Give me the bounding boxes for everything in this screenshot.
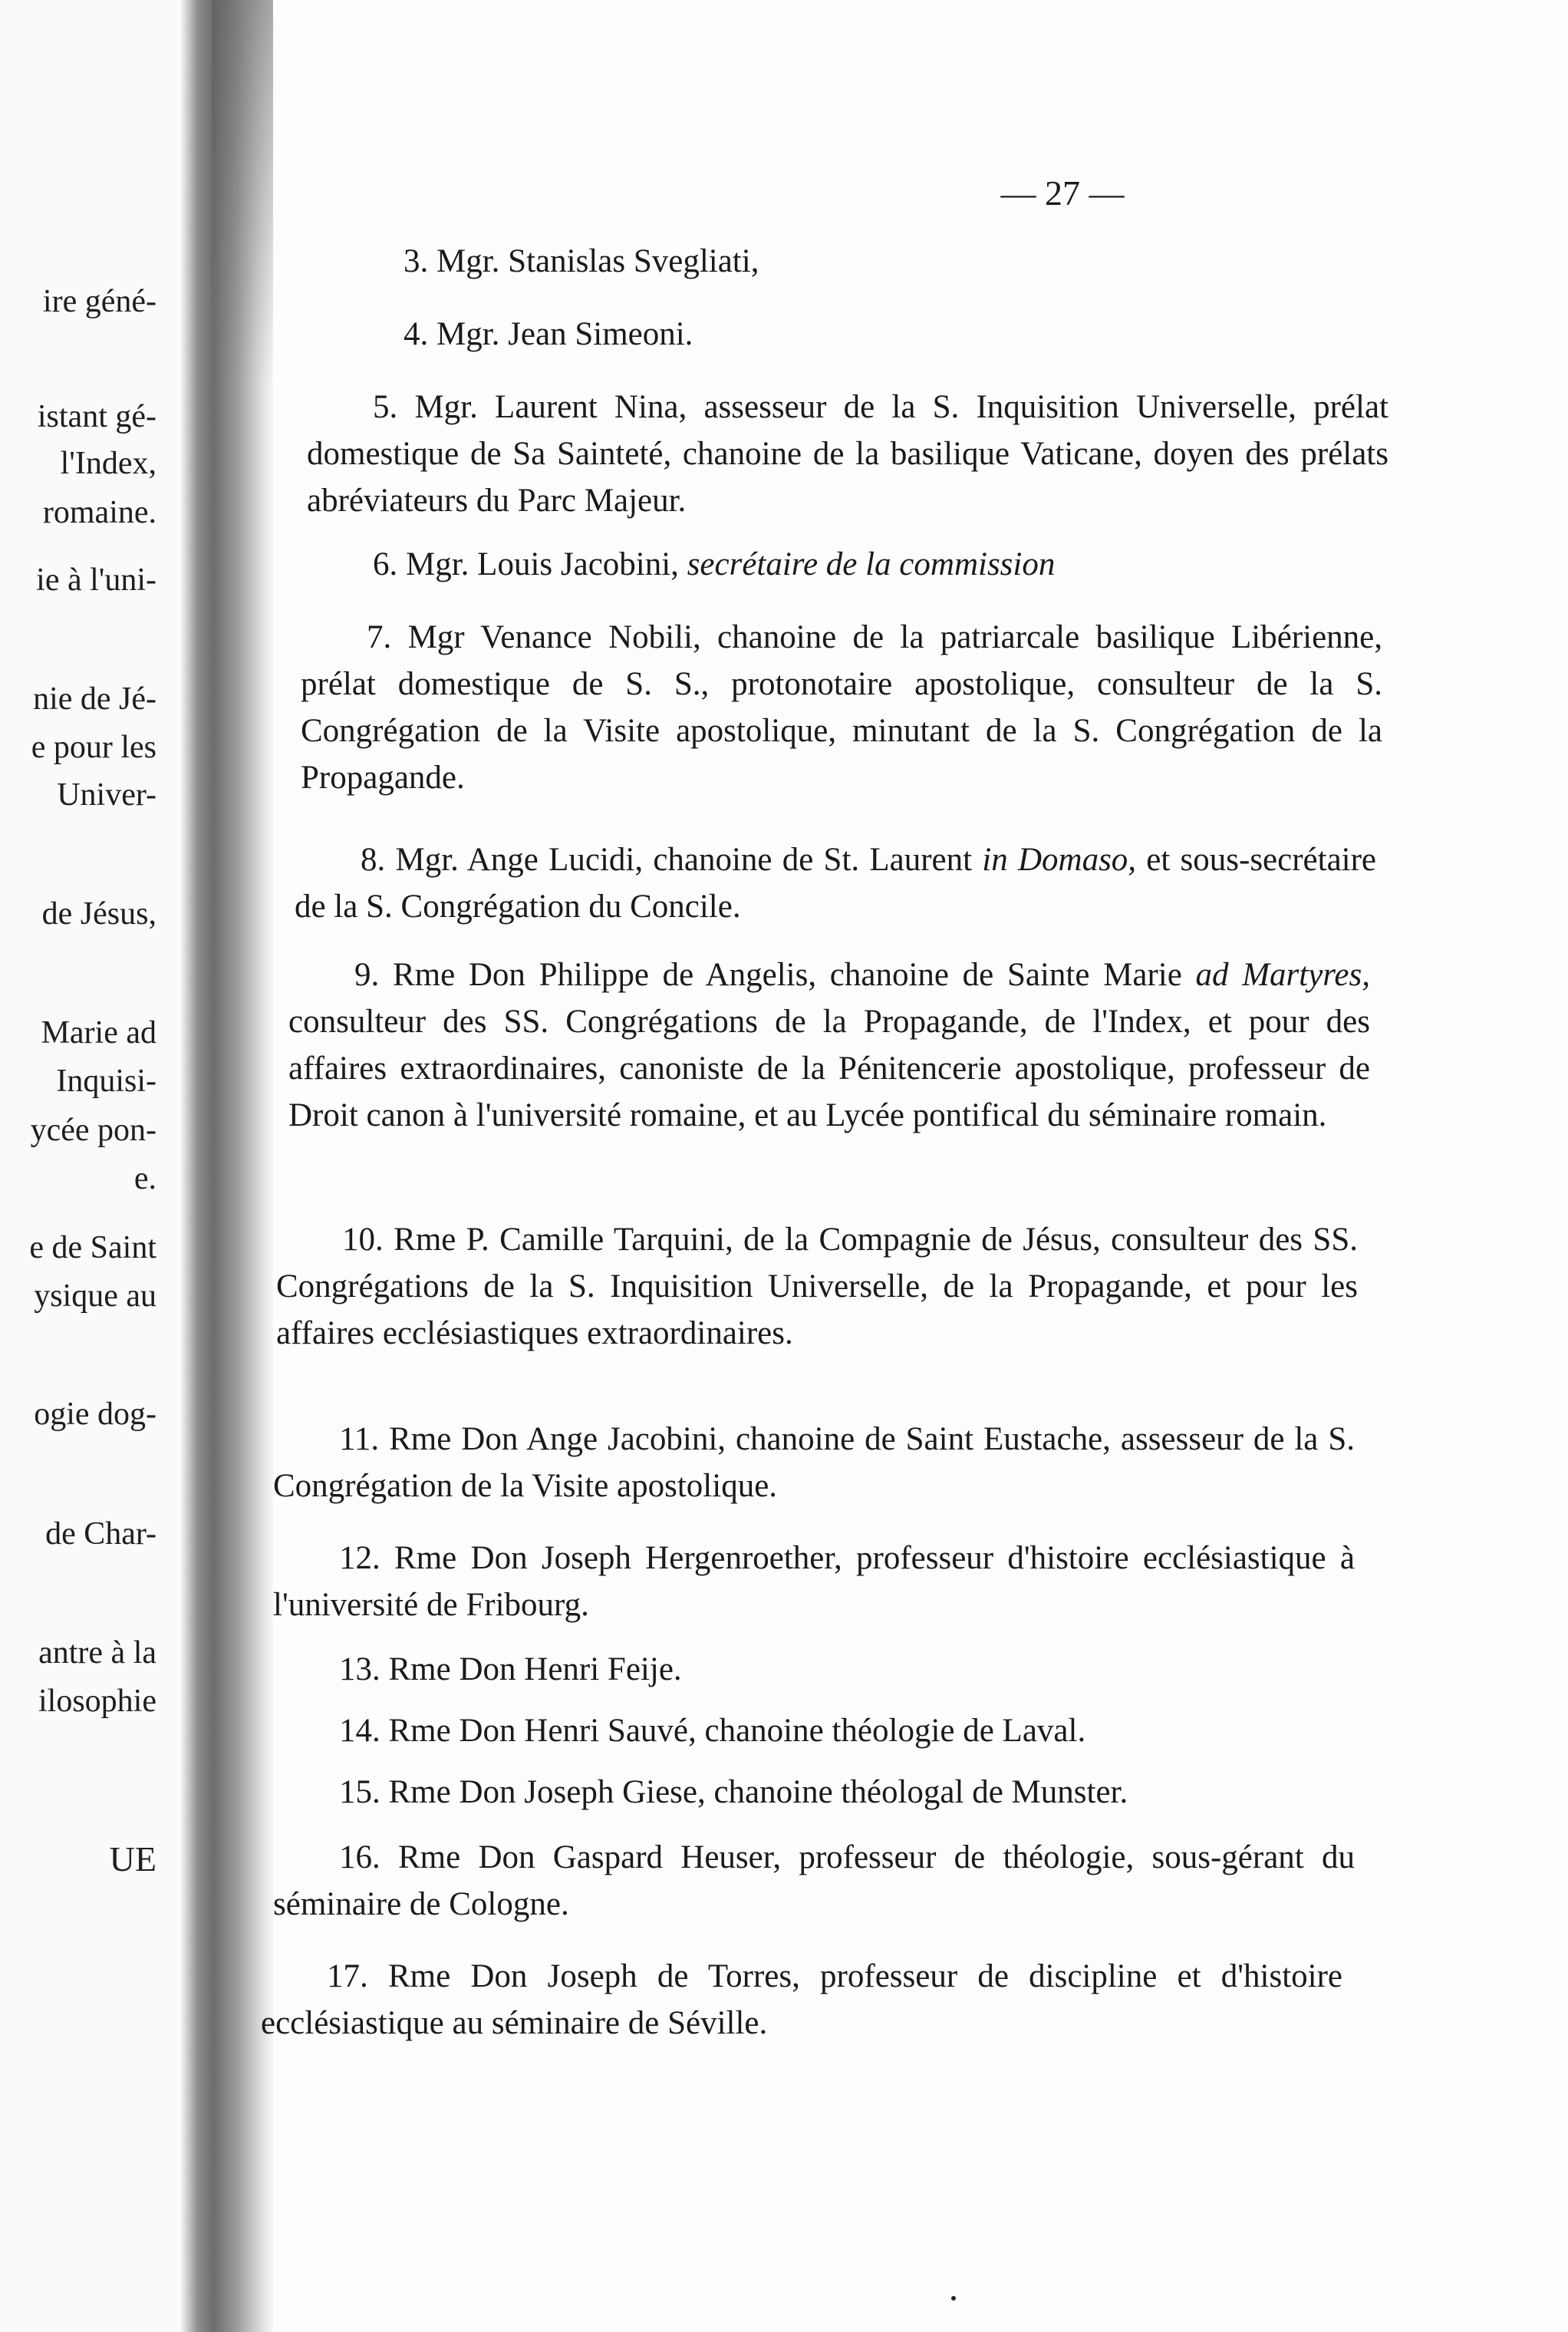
entry-text: Rme Don Philippe de Angelis, chanoine de Sainte Marie: [392, 957, 1196, 993]
left-fragment: ysique au: [34, 1278, 156, 1314]
entry-13: [273, 1646, 1355, 1693]
entry-text: Mgr. Louis Jacobini,: [406, 546, 679, 582]
left-fragment: ire géné-: [42, 284, 156, 319]
entry-number: 8.: [361, 842, 386, 878]
entry-number: 10.: [342, 1222, 384, 1258]
entry-number: 14.: [339, 1713, 380, 1749]
entry-text: Mgr. Stanislas Svegliati,: [436, 243, 759, 279]
entry-number: 17.: [327, 1958, 368, 1994]
left-fragment: ilosophie: [38, 1684, 156, 1719]
ink-speck: [951, 2296, 956, 2301]
entry-text: Mgr. Jean Simeoni.: [436, 316, 693, 352]
entry-10: [276, 1216, 1358, 1357]
left-fragment: ie à l'uni-: [36, 562, 156, 598]
entry-text: consulteur des SS. Congrégations de la Propagande, de l'Index, et pour des affaires extraordinaires, canoniste de la Pénitencerie apostolique, professeur de Droit canon à l'université romaine, et au Lycée pontifical du séminaire romain.: [288, 1004, 1370, 1133]
entry-text: Mgr. Ange Lucidi, chanoine de St. Laurent: [395, 842, 983, 878]
left-fragment: l'Index,: [60, 446, 156, 481]
entry-5: [307, 384, 1388, 524]
entry-number: 13.: [339, 1651, 380, 1687]
left-fragment: ycée pon-: [30, 1113, 156, 1148]
entry-text: Mgr Venance Nobili, chanoine de la patriarcale basilique Libérienne, prélat domestique de S. S., protonotaire apostolique, consulteur de la S. Congrégation de la Visite apostolique, minutant de la S. Congrégation de la Propagande.: [301, 619, 1382, 796]
left-fragment: de Jésus,: [41, 896, 156, 932]
left-fragment: nie de Jé-: [33, 681, 156, 717]
entry-number: 4.: [404, 316, 429, 352]
entry-number: 11.: [339, 1421, 380, 1457]
left-fragment: Marie ad: [41, 1015, 156, 1051]
binding-gutter-top-shadow: [212, 0, 273, 384]
entry-number: 5.: [373, 389, 398, 425]
entry-16: [273, 1834, 1355, 1928]
left-fragment: Univer-: [57, 777, 156, 813]
entry-text: Rme Don Ange Jacobini, chanoine de Saint Eustache, assesseur de la S. Congrégation de la Visite apostolique.: [273, 1421, 1356, 1504]
entry-number: 6.: [373, 546, 398, 582]
entry-text: Rme Don Gaspard Heuser, professeur de théologie, sous-gérant du séminaire de Cologne.: [273, 1839, 1355, 1922]
left-fragment: ogie dog-: [34, 1397, 156, 1432]
left-fragment: istant gé-: [37, 399, 156, 434]
page-number: — 27 —: [1000, 173, 1125, 213]
left-fragment: romaine.: [42, 495, 156, 530]
entry-4: [338, 311, 1419, 358]
left-fragment: e pour les: [31, 730, 156, 765]
entry-text: Mgr. Laurent Nina, assesseur de la S. Inquisition Universelle, prélat domestique de Sa Sainteté, chanoine de la basilique Vaticane, doyen des prélats abréviateurs du Parc Majeur.: [307, 389, 1388, 519]
left-fragment: e.: [133, 1161, 156, 1196]
entry-number: 12.: [339, 1540, 380, 1576]
entry-11: [273, 1416, 1355, 1509]
entry-text: et sous-secrétaire de la S. Congrégation du Concile.: [295, 842, 1377, 925]
entry-9: [288, 952, 1370, 1139]
entry-number: 15.: [339, 1774, 380, 1810]
entry-number: 9.: [354, 957, 380, 993]
left-fragment: antre à la: [38, 1635, 156, 1671]
entry-text: Rme Don Henri Feije.: [388, 1651, 682, 1687]
left-fragment: UE: [109, 1839, 156, 1878]
left-fragment: Inquisi-: [56, 1064, 156, 1099]
entry-12: [273, 1535, 1355, 1628]
entry-3: [338, 238, 1419, 285]
entry-text: Rme Don Henri Sauvé, chanoine théologie de Laval.: [388, 1713, 1086, 1749]
left-facing-page: [0, 0, 207, 2332]
entry-number: 7.: [367, 619, 392, 655]
entry-14: [273, 1707, 1355, 1754]
entry-number: 16.: [339, 1839, 380, 1875]
entry-text: Rme Don Joseph de Torres, professeur de discipline et d'histoire ecclésiastique au séminaire de Séville.: [261, 1958, 1342, 2041]
entry-text: Rme Don Joseph Hergenroether, professeur d'histoire ecclésiastique à l'université de Fribourg.: [273, 1540, 1356, 1623]
entry-17: [261, 1953, 1342, 2047]
left-fragment: de Char-: [45, 1516, 156, 1552]
entry-7: [301, 614, 1382, 801]
entry-number: 3.: [404, 243, 429, 279]
entry-italic: ad Martyres,: [1195, 957, 1371, 993]
right-page: [261, 0, 1568, 2332]
entry-15: [273, 1769, 1355, 1816]
entry-8: [295, 836, 1376, 930]
entry-italic: secrétaire de la commission: [687, 546, 1056, 582]
entry-text: Rme Don Joseph Giese, chanoine théologal de Munster.: [388, 1774, 1128, 1810]
left-fragment: e de Saint: [29, 1230, 156, 1265]
entry-6: [307, 541, 1388, 588]
entry-italic: in Domaso,: [982, 842, 1137, 878]
entry-text: Rme P. Camille Tarquini, de la Compagnie de Jésus, consulteur des SS. Congrégations de la S. Inquisition Universelle, de la Propagande, et pour les affaires ecclésiastiques extraordinaires.: [276, 1222, 1358, 1351]
